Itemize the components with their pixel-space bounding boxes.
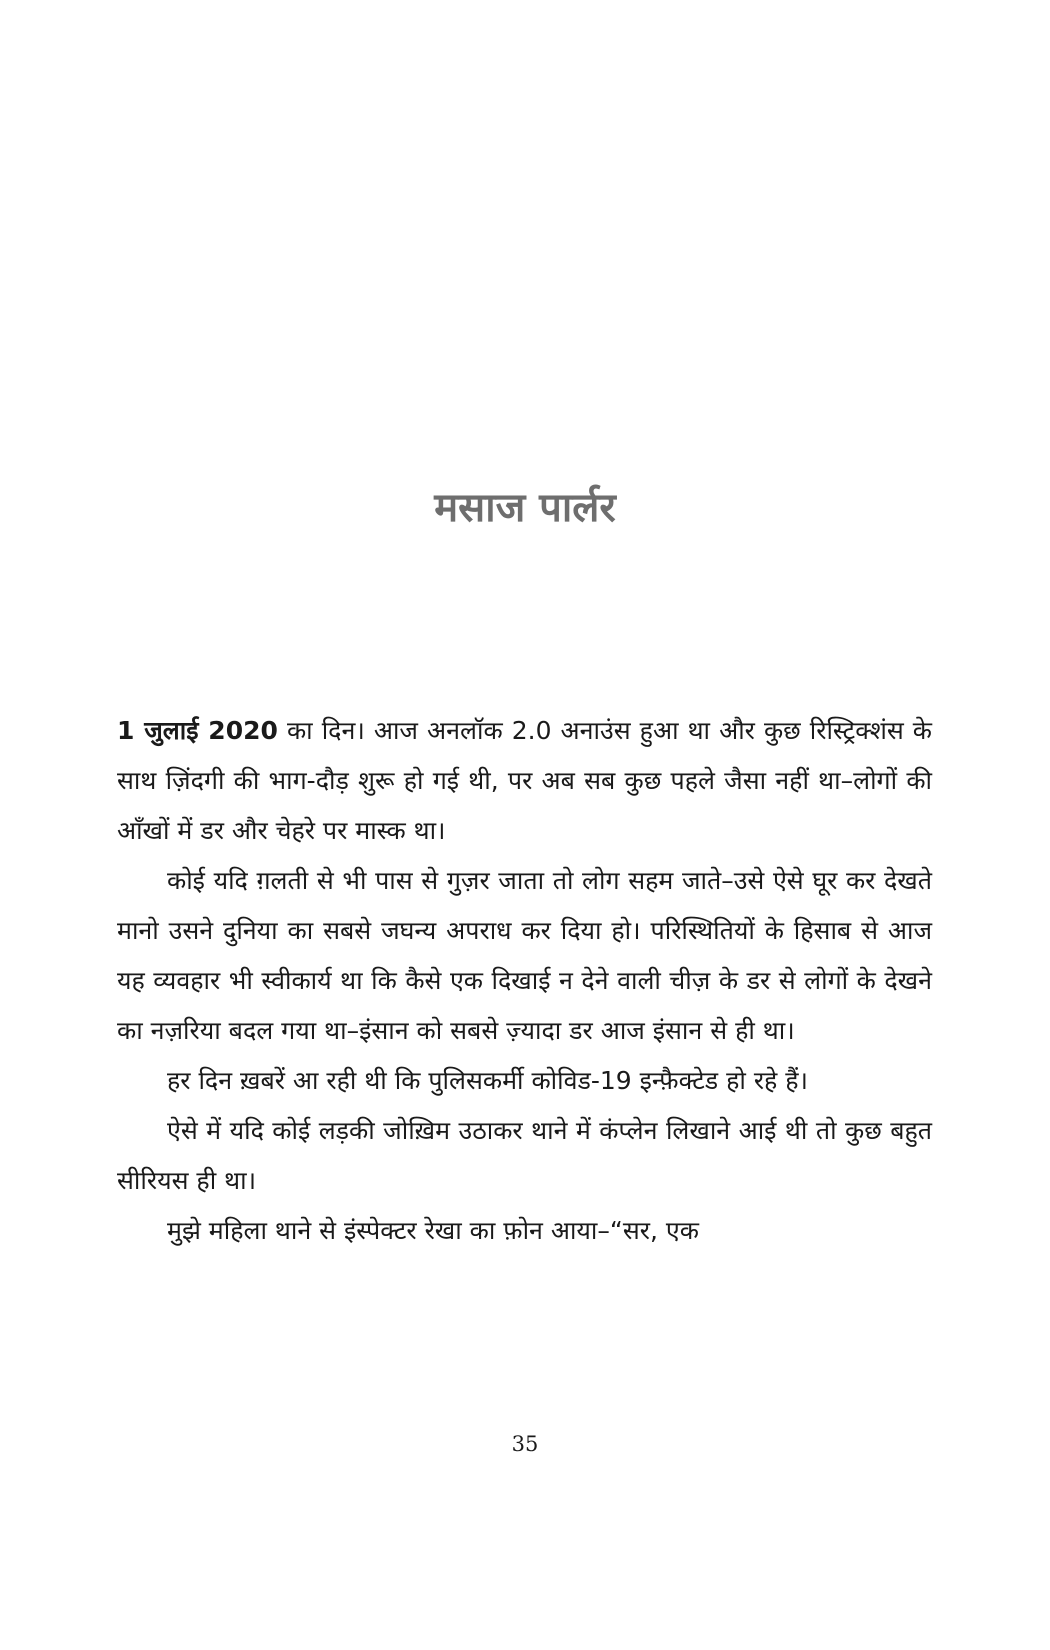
chapter-title: मसाज पार्लर (434, 485, 616, 531)
paragraph-3: हर दिन ख़बरें आ रही थी कि पुलिसकर्मी कोविड-19 इन्फ़ैक्टेड हो रहे हैं। (167, 1066, 809, 1095)
paragraph-4: ऐसे में यदि कोई लड़की जोख़िम उठाकर थाने में कंप्लेन लिखाने आई थी तो कुछ बहुत सीरियस ही था। (117, 1116, 932, 1195)
paragraph-2: कोई यदि ग़लती से भी पास से गुज़र जाता तो लोग सहम जाते–उसे ऐसे घूर कर देखते मानो उसने दुनिया का सबसे जघन्य अपराध कर दिया हो। परिस्थितियों के हिसाब से आज यह व्यवहार भी स्वीकार्य था कि कैसे एक दिखाई न देने वाली चीज़ के डर से लोगों के देखने का नज़रिया बदल गया था–इंसान को सबसे ज़्यादा डर आज इंसान से ही था। (117, 866, 932, 1045)
date-bold-text: 1 जुलाई 2020 (117, 716, 278, 745)
page-number: 35 (511, 1432, 539, 1456)
paragraph-1-text: का दिन। आज अनलॉक 2.0 अनाउंस हुआ था और कुछ रिस्ट्रिक्शंस के साथ ज़िंदगी की भाग-दौड़ शुरू हो गई थी, पर अब सब कुछ पहले जैसा नहीं था–लोगों की आँखों में डर और चेहरे पर मास्क था। (117, 716, 932, 845)
paragraph-5: मुझे महिला थाने से इंस्पेक्टर रेखा का फ़ोन आया–“सर, एक (167, 1216, 699, 1245)
body-text (117, 706, 932, 1256)
paragraph-1 (117, 706, 932, 856)
